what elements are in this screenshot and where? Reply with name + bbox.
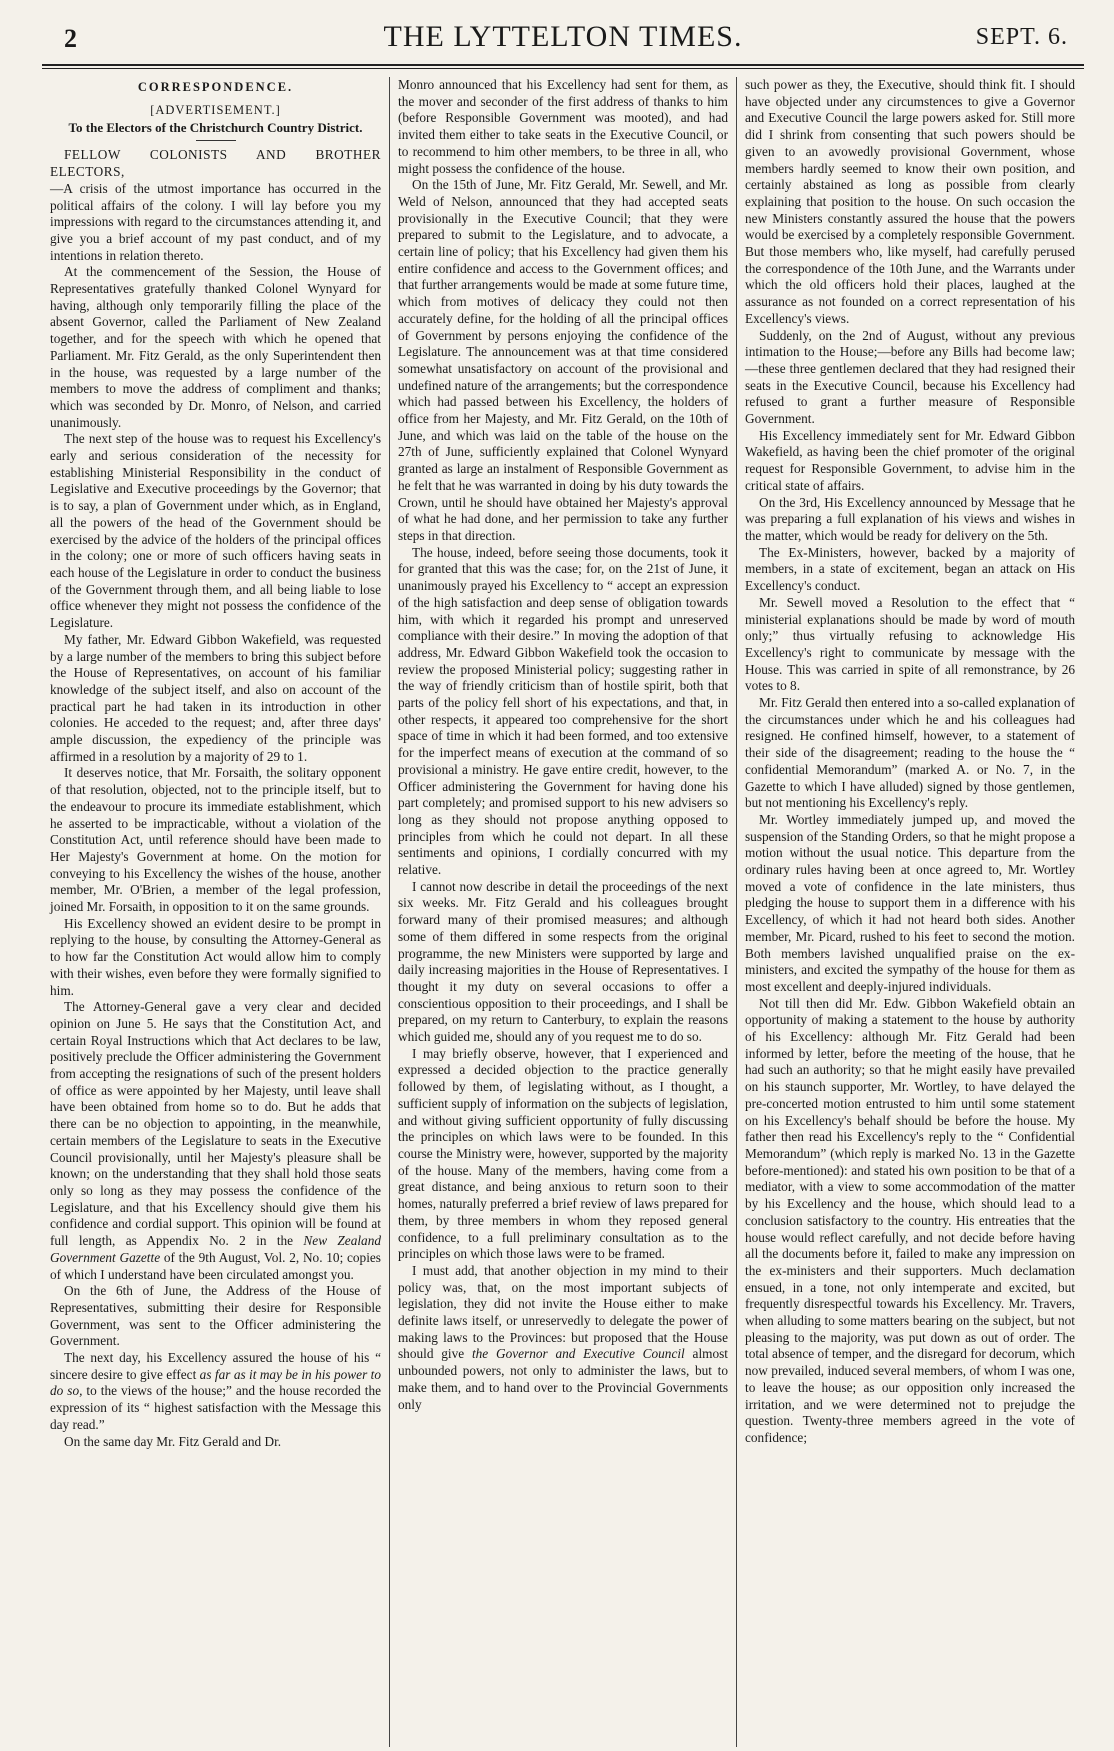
issue-date: SEPT. 6. bbox=[975, 24, 1068, 50]
paragraph: On the 15th of June, Mr. Fitz Gerald, Mr. Sewell, and Mr. Weld of Nelson, announced that they had accepted seats provisionally in the Executive Council; that they were prepared to submit to the Legislature, and to advocate, a certain line of policy; that his Excellency had given them his entire confidence and access to the Government offices; and that further arrangements would be made at some future time, which from motives of delicacy they could not then accurately define, for the holding of all the principal offices of Government by persons enjoying the confidence of the Legislature. The announcement was at that time considered somewhat unsatisfactory on account of the provisional and undefined nature of the arrangements; but the correspondence which had passed between his Excellency, the holders of office from her Majesty, and Mr. Fitz Gerald, on the 10th of June, and which was laid on the table of the house on the 27th of June, sufficiently explained that Colonel Wynyard granted as large an instalment of Responsible Government as he felt that he was warranted in doing by his duty towards the Crown, until he should have obtained her Majesty's approval of what he had done, and her permission to take any further steps in that direction. bbox=[398, 177, 728, 543]
text: almost unbounded powers, not only to administer the laws, but to make them, and to hand over to the Provincial Governments only bbox=[398, 1346, 729, 1412]
paragraph: Mr. Wortley immediately jumped up, and moved the suspension of the Standing Orders, so that he might propose a motion without the usual notice. This departure from the ordinary rules having been at once agreed to, Mr. Wortley moved a vote of confidence in the late ministers, thus pledging the house to support them in a difference with his Excellency, of which it had not heard both sides. Another member, Mr. Picard, rushed to his feet to second the motion. Both members lavished unqualified praise on the ex-ministers, and excited the sympathy of the house for them as most excellent and deeply-injured individuals. bbox=[745, 811, 1075, 994]
text: of the 9th August, Vol. 2, No. 10; copies of which I understand have been circulated amongst you. bbox=[50, 1249, 381, 1282]
newspaper-title: THE LYTTELTON TIMES. bbox=[383, 20, 743, 53]
paragraph: The Ex-Ministers, however, backed by a majority of members, in a state of excitement, began an attack on His Excellency's conduct. bbox=[745, 544, 1075, 594]
paragraph: The house, indeed, before seeing those documents, took it for granted that this was the case; for, on the 21st of June, it unanimously prayed his Excellency to “ accept an expression of the high satisfaction and deep sense of obligation towards him, with which it regarded his prompt and unreserved compliance with their desire.” In moving the adoption of that address, Mr. Edward Gibbon Wakefield took the occasion to review the proposed Ministerial policy; suggesting rather in the way of friendly criticism than of hostile spirit, both that parts of the policy fell short of his expectations, and that, in other respects, it appeared too comprehensive for the short space of time in which it had been formed, and too extensive for the imperfect means of execution at the command of so provisional a ministry. He gave entire credit, however, to the Officer administering the Government for having done his part completely; and promised support to his new advisers so long as they should not propose anything opposed to principles from which he could not depart. In all these sentiments and opinions, I cordially concurred with my relative. bbox=[398, 544, 728, 878]
paragraph bbox=[398, 1263, 728, 1413]
text: The next day, his Excellency assured the house of his “ sincere desire to give effect bbox=[50, 1350, 381, 1382]
paragraph: Not till then did Mr. Edw. Gibbon Wakefield obtain an opportunity of making a statement to the house by authority of his Excellency: although Mr. Fitz Gerald had been informed by letter, before the meeting of the house, that he had such an authority; so that he might easily have prevailed on his staunch supporter, Mr. Wortley, to have delayed the pre-concerted motion entrusted to him until some statement on his Excellency's behalf should be before the house. My father then read his Excellency's reply to the “ Confidential Memorandum” (which reply is marked No. 13 in the Gazette before-mentioned): and stated his own position to be that of a mediator, with a view to some accommodation of the matter by his Excellency and the house, which should lead to a conclusion satisfactory to the country. His entreaties that the house would reflect carefully, and not decide before having all the documents before it, failed to make any impression on the ex-ministers and their supporters. Much declamation ensued, in a tone, not only intemperate and excited, but frequently disrespectful towards his Excellency. Mr. Travers, when alluding to some matters bearing on the subject, but not pleasing to the majority, was put down as out of order. The total absence of temper, and the disregard for decorum, which now prevailed, induced several members, of whom I was one, to leave the house; as our opposition only increased the irritation, and we were determined not to prejudge the question. Twenty-three members agreed in the vote of confidence; bbox=[745, 995, 1075, 1445]
paragraph: His Excellency showed an evident desire to be prompt in replying to the house, by consulting the Attorney-General as to how far the Constitution Act would allow him to comply with their wishes, even before they were formally signified to him. bbox=[50, 915, 381, 998]
paragraph: His Excellency immediately sent for Mr. Edward Gibbon Wakefield, as having been the chief promoter of the original request for Responsible Government, to advise him in the critical state of affairs. bbox=[745, 427, 1075, 493]
text: The Attorney-General gave a very clear and decided opinion on June 5. He says that the Constitution Act, and certain Royal Instructions which that Act declares to be law, positively preclude the Officer administering the Government from accepting the resignations of such of the present holders of office as were appointed by her Majesty, until leave shall have been obtained from home so to do. But he adds that there can be no objection to appointing, in the meanwhile, certain members of the Legislature to seats in the Executive Council provisionally, until her Majesty's pleasure shall be known; on the understanding that they shall hold those seats only so long as they may possess the confidence of the Legislature, and that his Excellency should give them his confidence and cordial support. This opinion will be found at full length, as Appendix No. 2 in the bbox=[50, 999, 381, 1249]
italic-text: New Zealand Government Gazette bbox=[50, 1233, 381, 1265]
paragraph bbox=[50, 1350, 381, 1434]
section-heading: CORRESPONDENCE. bbox=[137, 80, 294, 94]
salutation: FELLOW COLONISTS AND BROTHER ELECTORS, bbox=[50, 147, 381, 180]
paragraph: On the 3rd, His Excellency announced by Message that he was preparing a full explanation of his views and wishes in the matter, which would be ready for delivery on the 5th. bbox=[745, 494, 1075, 543]
paragraph: On the same day Mr. Fitz Gerald and Dr. bbox=[64, 1433, 282, 1449]
column-2 bbox=[389, 77, 736, 1747]
paragraph: I cannot now describe in detail the proceedings of the next six weeks. Mr. Fitz Gerald and his colleagues brought forward many of their promised measures; and although some of them differed in some respects from the original programme, the new Ministers were supported by large and daily increasing majorities in the House of Representatives. I thought it my duty on several occasions to offer a conscientious opposition to their proceedings, and I shall be prepared, on my return to Canterbury, to explain the reasons which guided me, should any of you request me to do so. bbox=[398, 878, 728, 1045]
paragraph: Mr. Fitz Gerald then entered into a so-called explanation of the circumstances under which he and his colleagues had resigned. He confined himself, however, to a statement of their side of the disagreement; reading to the house the “ confidential Memorandum” (marked A. or No. 7, in the Gazette to which I have alluded) signed by those gentlemen, but not mentioning his Excellency's reply. bbox=[745, 695, 1075, 811]
paragraph: Monro announced that his Excellency had sent for them, as the mover and seconder of the first address of thanks to him (before Responsible Government was mooted), and had invited them either to take seats in the Executive Council, or to recommend to him other members, to be three in all, who might possess the confidence of the house. bbox=[398, 77, 728, 176]
paragraph: At the commencement of the Session, the House of Representatives gratefully thanked Colonel Wynyard for having, although only temporarily filling the place of the absent Governor, called the Parliament of New Zealand together, and for the speech with which he opened that Parliament. Mr. Fitz Gerald, as the only Superintendent then in the house, was requested by a large number of the members to move the address of compliment and thanks; which was seconded by Dr. Monro, of Nelson, and carried unanimously. bbox=[50, 264, 381, 430]
paragraph: Mr. Sewell moved a Resolution to the effect that “ ministerial explanations should be made by word of mouth only;” thus virtually refusing to acknowledge His Excellency's right to communicate by message with the House. This was carried in spite of all remonstrance, by 26 votes to 8. bbox=[745, 594, 1075, 694]
paragraph: Suddenly, on the 2nd of August, without any previous intimation to the House;—before any Bills had become law;—these three gentlemen declared that they had resigned their seats in the Executive Council, because his Excellency had refused to grant a further measure of Responsible Government. bbox=[745, 327, 1075, 427]
columns bbox=[42, 77, 1084, 1747]
masthead-rule bbox=[42, 64, 1084, 69]
masthead bbox=[42, 14, 1084, 64]
italic-text: the Governor and Executive Council bbox=[471, 1346, 685, 1362]
divider bbox=[196, 140, 236, 141]
paragraph: It deserves notice, that Mr. Forsaith, the solitary opponent of that resolution, objected, not to the principle itself, but to the endeavour to procure its immediate establishment, which he asserted to be impracticable, without a violation of the Constitution Act, until reference should have been made to Her Majesty's Government at home. On the motion for conveying to his Excellency the wishes of the house, another member, Mr. O'Brien, a member of the legal profession, joined Mr. Forsaith, in opposition to it on the same grounds. bbox=[50, 765, 381, 915]
italic-text: as far as it may be in his power to do so, bbox=[50, 1366, 381, 1399]
paragraph: On the 6th of June, the Address of the House of Representatives, submitting their desire for Responsible Government, was sent to the Officer administering the Government. bbox=[50, 1283, 381, 1349]
paragraph: I may briefly observe, however, that I experienced and expressed a decided objection to the practice generally followed by them, of legislating without, as I thought, a sufficient supply of information on the subjects of legislation, and without giving sufficient opportunity of fully discussing the principles on which laws were to be founded. In this course the Ministry were, however, supported by the majority of the house. Many of the members, having come from a great distance, and being anxious to return soon to their homes, naturally preferred a brief review of laws prepared for them, by three members in whom they reposed general confidence, to a full preliminary consultation as to the principles on which those laws were to be framed. bbox=[398, 1045, 728, 1262]
text: to the views of the house;” and the house recorded the expression of its “ highest satisfaction with the Message this day read.” bbox=[50, 1383, 381, 1432]
letter-address: To the Electors of the Christchurch Country District. bbox=[68, 120, 363, 136]
paragraph: My father, Mr. Edward Gibbon Wakefield, was requested by a large number of the members to bring this subject before the House of Representatives, on account of his familiar knowledge of the subject itself, and also on account of the practical part he had taken in its introduction in other colonies. He acceded to the request; and, after three days' ample discussion, the expediency of the principle was affirmed in a resolution by a majority of 29 to 1. bbox=[50, 631, 381, 764]
paragraph: such power as they, the Executive, should think fit. I should have objected under any circumstences to give a Governor and Executive Council the large powers asked for. Still more did I shrink from consenting that such powers should be given to an avowedly provisional Government, whose members hardly seemed to know their own position, and certainly abstained as long as possible from clearly explaining that position to the house. On such occasion the new Ministers constantly assured the house that the powers would be exercised by a completely responsible Government. But those members who, like myself, had carefully perused the correspondence of the 10th June, and the Warrants under which the old officers hold their places, laughed at the assurance as not founded on a correct representation of his Excellency's views. bbox=[745, 77, 1075, 326]
column-3 bbox=[736, 77, 1083, 1747]
page-number: 2 bbox=[64, 24, 77, 53]
column-1 bbox=[42, 77, 389, 1747]
paragraph: —A crisis of the utmost importance has occurred in the political affairs of the colony. I will lay before you my impressions with regard to the circumstances attending it, and give you a brief account of my past conduct, and of my intentions in relation thereto. bbox=[50, 180, 381, 263]
advertisement-label: [ADVERTISEMENT.] bbox=[150, 102, 281, 117]
paragraph: The next step of the house was to request his Excellency's early and serious consideration of the necessity for establishing Ministerial Responsibility in the conduct of Legislative and Executive proceedings by the Governor; that is to say, a plan of Government under which, as in England, all the powers of the head of the Government should be exercised by the advice of the holders of the principal offices in the colony; one or more of such officers having seats in each house of the Legislature in order to conduct the business of the Government through them, and all being liable to lose office whenever they might not possess the confidence of the Legislature. bbox=[50, 431, 381, 631]
text: I must add, that another objection in my mind to their policy was, that, on the most important subjects of legislation, they did not invite the House either to make definite laws itself, or unreservedly to delegate the power of making laws to the Provinces: but proposed that the House should give bbox=[398, 1262, 728, 1362]
paragraph bbox=[50, 999, 381, 1283]
